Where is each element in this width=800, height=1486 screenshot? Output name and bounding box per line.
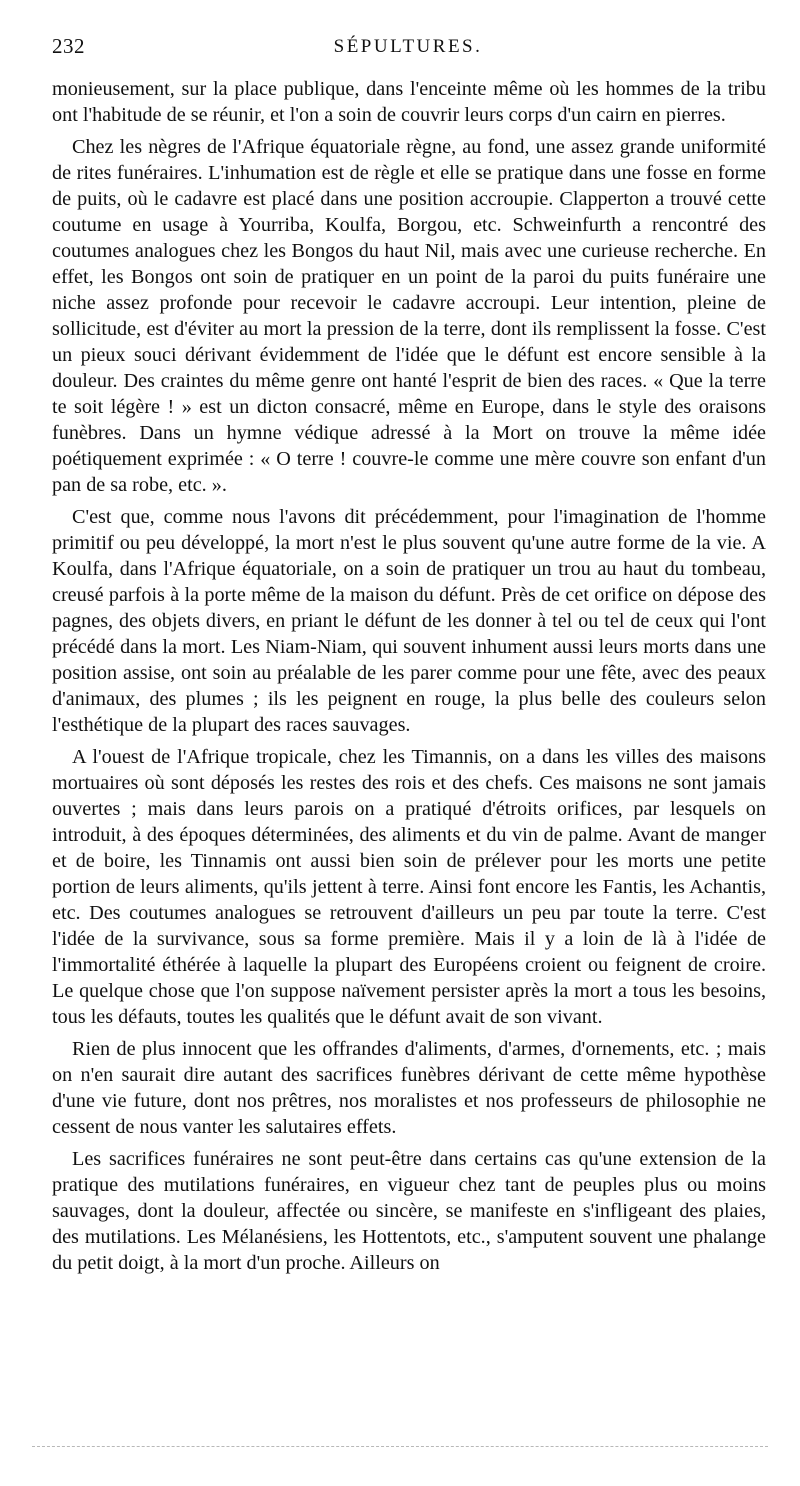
running-head	[52, 34, 764, 58]
section-title: SÉPULTURES.	[333, 36, 483, 57]
page-number: 232	[52, 34, 85, 58]
body-text	[52, 76, 766, 1282]
paragraph-funeral-sacrifices: Les sacrifices funéraires ne sont peut-être dans certains cas qu'une extension de la pratique des mutilations funéraires, en vigueur chez tant de peuples plus ou moins sauvages, dont la douleur, affectée ou sincère, se manifeste en s'infligeant des plaies, des mutilations. Les Mélanésiens, les Hottentots, etc., s'amputent souvent une phalange du petit doigt, à la mort d'un proche. Ailleurs on	[52, 1148, 766, 1274]
paragraph-timannis: A l'ouest de l'Afrique tropicale, chez les Timannis, on a dans les villes des maisons mortuaires où sont déposés les restes des rois et des chefs. Ces maisons ne sont jamais ouvertes ; mais dans leurs parois on a pratiqué d'étroits orifices, par lesquels on introduit, à des époques déterminées, des aliments et du vin de palme. Avant de manger et de boire, les Tinnamis ont aussi bien soin de prélever pour les morts une petite portion de leurs aliments, qu'ils jettent à terre. Ainsi font encore les Fantis, les Achantis, etc. Des coutumes analogues se retrouvent d'ailleurs un peu par toute la terre. C'est l'idée de la survivance, sous sa forme première. Mais il y a loin de là à l'idée de l'immortalité éthérée à laquelle la plupart des Européens croient ou feignent de croire. Le quelque chose que l'on suppose naïvement persister après la mort a tous les besoins, tous les défauts, toutes les qualités que le défunt avait de son vivant.	[52, 746, 766, 1028]
paragraph-offerings: Rien de plus innocent que les offrandes d'aliments, d'armes, d'ornements, etc. ; mais on n'en saurait dire autant des sacrifices funèbres dérivant de cette même hypothèse d'une vie future, dont nos prêtres, nos moralistes et nos professeurs de philosophie ne cessent de nous vanter les salutaires effets.	[52, 1038, 766, 1138]
paragraph-equatorial-rites: Chez les nègres de l'Afrique équatoriale règne, au fond, une assez grande uniformité de rites funéraires. L'inhumation est de règle et elle se pratique dans une fosse en forme de puits, où le cadavre est placé dans une position accroupie. Clapperton a trouvé cette coutume en usage à Yourriba, Koulfa, Borgou, etc. Schweinfurth a rencontré des coutumes analogues chez les Bongos du haut Nil, mais avec une curieuse recherche. En effet, les Bongos ont soin de pratiquer en un point de la paroi du puits funéraire une niche assez profonde pour recevoir le cadavre accroupi. Leur intention, pleine de sollicitude, est d'éviter au mort la pression de la terre, dont ils remplissent la fosse. C'est un pieux souci dérivant évidemment de l'idée que le défunt est encore sensible à la douleur. Des craintes du même genre ont hanté l'esprit de bien des races. « Que la terre te soit légère ! » est un dicton consacré, même en Europe, dans le style des oraisons funèbres. Dans un hymne védique adressé à la Mort on trouve la même idée poétiquement exprimée : « O terre ! couvre-le comme une mère couvre son enfant d'un pan de sa robe, etc. ».	[52, 136, 766, 496]
paragraph-continued: monieusement, sur la place publique, dans l'enceinte même où les hommes de la tribu ont l'habitude de se réunir, et l'on a soin de couvrir leurs corps d'un cairn en pierres.	[52, 78, 766, 126]
paragraph-primitive-imagination: C'est que, comme nous l'avons dit précédemment, pour l'imagination de l'homme primitif ou peu développé, la mort n'est le plus souvent qu'une autre forme de la vie. A Koulfa, dans l'Afrique équatoriale, on a soin de pratiquer un trou au haut du tombeau, creusé parfois à la porte même de la maison du défunt. Près de cet orifice on dépose des pagnes, des objets divers, en priant le défunt de les donner à tel ou tel de ceux qui l'ont précédé dans la mort. Les Niam-Niam, qui souvent inhument aussi leurs morts dans une position assise, ont soin au préalable de les parer comme pour une fête, avec des peaux d'animaux, des plumes ; ils les peignent en rouge, la plus belle des couleurs selon l'esthétique de la plupart des races sauvages.	[52, 506, 766, 736]
bottom-divider	[32, 1446, 768, 1447]
